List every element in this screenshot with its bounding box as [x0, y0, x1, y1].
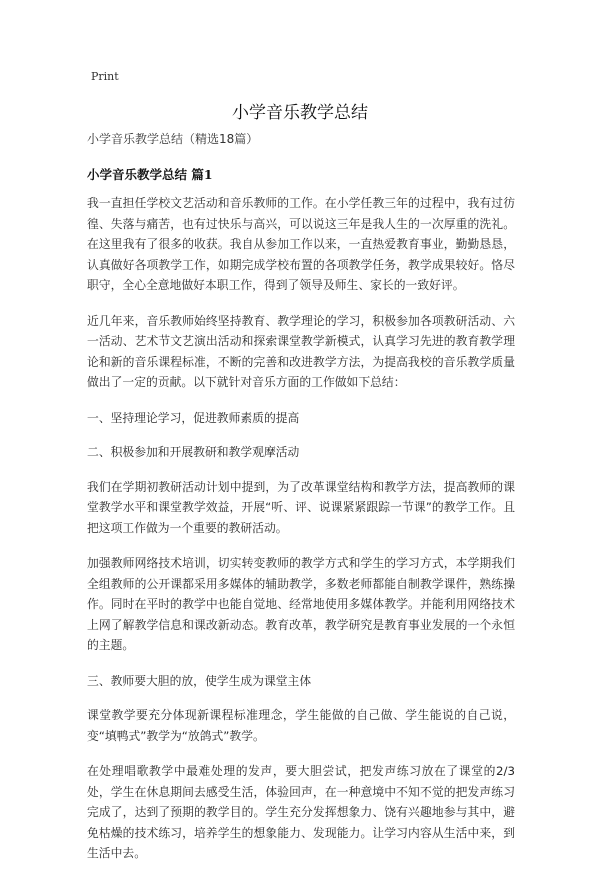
paragraph: 课堂教学要充分体现新课程标准理念，学生能做的自己做、学生能说的自己说，变“填鸭式”教学为“放鸽式”教学。 [87, 708, 515, 743]
paragraph: 在处理唱歌教学中最难处理的发声，要大胆尝试，把发声练习放在了课堂的2/3处，学生在休息期间去感受生活，体验回声，在一种意境中不知不觉的把发声练习完成了，达到了预期的教学目的。学生充分发挥想象力、饶有兴趣地参与其中，避免枯燥的技术练习，培养学生的想象能力、发现能力。让学习内容从生活中来，到生活中去。 [87, 764, 515, 860]
subsection-heading: 三、教师要大胆的放，使学生成为课堂主体 [87, 673, 312, 688]
document-body [87, 130, 515, 879]
paragraph: 加强教师网络技术培训，切实转变教师的教学方式和学生的学习方式，本学期我们全组教师的公开课都采用多媒体的辅助教学，多数老师都能自制教学课件，熟练操作。同时在平时的教学中也能自觉地、经常地使用多媒体教学。并能利用网络技术上网了解教学信息和课改新动态。教育改革，教学研究是教育事业发展的一个永恒的主题。 [87, 556, 515, 652]
section-heading: 小学音乐教学总结 篇1 [87, 167, 213, 182]
subsection-heading: 二、积极参加和开展教研和教学观摩活动 [87, 445, 300, 459]
paragraph: 近几年来，音乐教师始终坚持教育、教学理论的学习，积极参加各项教研活动、六一活动、艺术节文艺演出活动和探索课堂教学新模式，认真学习先进的教育教学理论和新的音乐课程标准，不断的完善和改进教学方法，为提高我校的音乐教学质量做出了一定的贡献。以下就针对音乐方面的工作做如下总结： [87, 313, 515, 389]
paragraph: 我们在学期初教研活动计划中提到，为了改革课堂结构和教学方法，提高教师的课堂教学水平和课堂教学效益，开展“听、评、说课紧紧跟踪一节课”的教学工作。且把这项工作做为一个重要的教研活动。 [87, 479, 515, 535]
paragraph: 我一直担任学校文艺活动和音乐教师的工作。在小学任教三年的过程中，我有过彷徨、失落与痛苦，也有过快乐与高兴，可以说这三年是我人生的一次厚重的洗礼。在这里我有了很多的收获。我自从参加工作以来，一直热爱教育事业，勤勤恳恳，认真做好各项教学工作，如期完成学校布置的各项教学任务，教学成果较好。恪尽职守，全心全意地做好本职工作，得到了领导及师生、家长的一致好评。 [87, 196, 515, 292]
print-label[interactable]: Print [91, 70, 119, 83]
document-subtitle: 小学音乐教学总结（精选18篇） [87, 132, 259, 146]
subsection-heading: 一、坚持理论学习，促进教师素质的提高 [87, 410, 300, 425]
document-title: 小学音乐教学总结 [232, 103, 368, 123]
